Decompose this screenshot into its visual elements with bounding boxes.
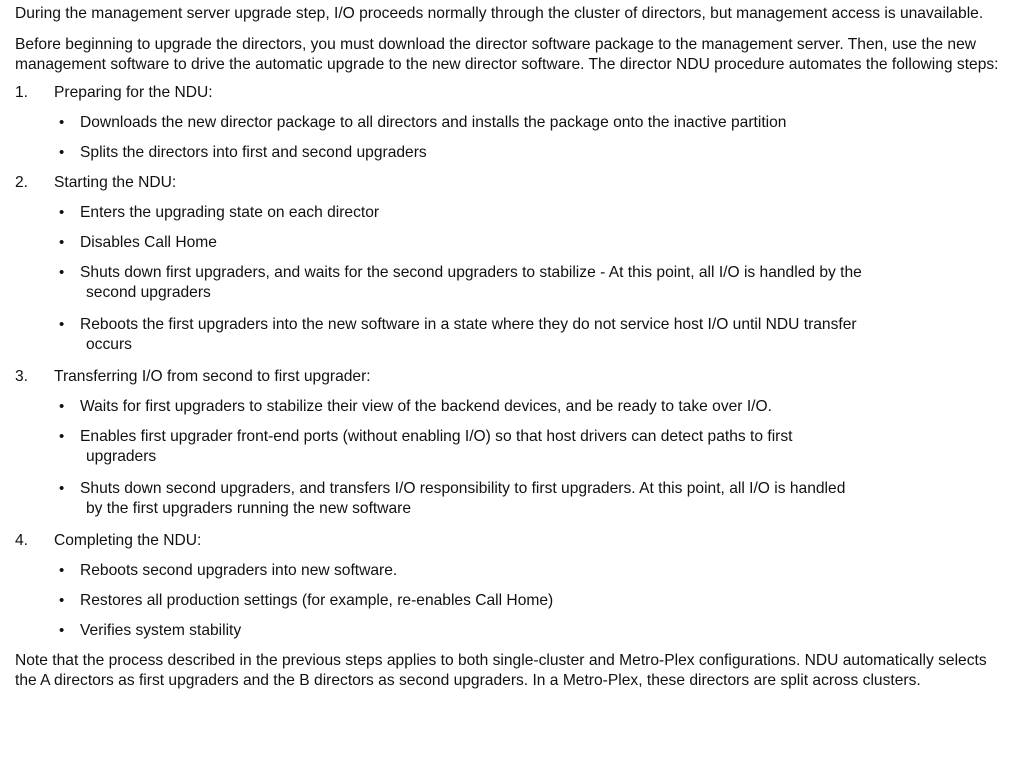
bullet-icon: • (59, 398, 65, 415)
bullet-text: Shuts down second upgraders, and transfers I/O responsibility to first upgraders. At this point, all I/O is handled (80, 480, 846, 497)
list-item (15, 479, 1005, 519)
step-number: 3. (15, 368, 29, 385)
bullet-text: Enters the upgrading state on each director (80, 204, 380, 221)
step-heading (15, 173, 1005, 193)
bullet-text: Waits for first upgraders to stabilize their view of the backend devices, and be ready to take over I/O. (80, 398, 772, 415)
step-heading (15, 531, 1005, 551)
bullet-icon: • (59, 114, 65, 131)
list-item (15, 203, 1005, 223)
step-title: Preparing for the NDU: (54, 84, 213, 101)
bullet-text-continued: second upgraders (86, 284, 211, 301)
ndu-steps-list (15, 83, 1005, 641)
bullet-text-continued: by the first upgraders running the new software (86, 500, 412, 517)
step-heading (15, 367, 1005, 387)
list-item (15, 263, 1005, 303)
bullet-icon: • (59, 622, 65, 639)
list-item (15, 427, 1005, 467)
bullet-icon: • (59, 316, 65, 333)
list-item (15, 113, 1005, 133)
bullet-text: Downloads the new director package to all directors and installs the package onto the inactive partition (80, 114, 787, 131)
step-4 (15, 531, 1005, 641)
list-item (15, 143, 1005, 163)
document-body (15, 0, 1005, 691)
bullet-text: Splits the directors into first and second upgraders (80, 144, 427, 161)
step-title: Starting the NDU: (54, 174, 177, 191)
list-item (15, 315, 1005, 355)
list-item (15, 233, 1005, 253)
step-title: Completing the NDU: (54, 532, 202, 549)
bullet-icon: • (59, 234, 65, 251)
step-heading (15, 83, 1005, 103)
step-bullets (15, 397, 1005, 519)
bullet-icon: • (59, 562, 65, 579)
bullet-icon: • (59, 480, 65, 497)
bullet-text: Verifies system stability (80, 622, 242, 639)
list-item (15, 591, 1005, 611)
bullet-text-continued: occurs (86, 336, 132, 353)
step-number: 1. (15, 84, 29, 101)
step-title: Transferring I/O from second to first upgrader: (54, 368, 371, 385)
step-1 (15, 83, 1005, 163)
before-paragraph: Before beginning to upgrade the directors, you must download the director software package to the management server. Then, use the new management software to drive the automatic upgrade to the new director software. The director NDU procedure automates the following steps: (15, 36, 999, 73)
intro-paragraph: During the management server upgrade step, I/O proceeds normally through the cluster of directors, but management access is unavailable. (15, 5, 984, 22)
bullet-text: Enables first upgrader front-end ports (without enabling I/O) so that host drivers can detect paths to first (80, 428, 793, 445)
step-3 (15, 367, 1005, 519)
note-paragraph: Note that the process described in the previous steps applies to both single-cluster and Metro-Plex configurations. NDU automatically selects the A directors as first upgraders and the B directors as second upgraders. In a Metro-Plex, these directors are split across clusters. (15, 652, 987, 689)
step-bullets (15, 203, 1005, 355)
list-item (15, 561, 1005, 581)
step-2 (15, 173, 1005, 355)
step-bullets (15, 561, 1005, 641)
bullet-icon: • (59, 592, 65, 609)
bullet-text: Reboots second upgraders into new software. (80, 562, 398, 579)
bullet-text: Reboots the first upgraders into the new software in a state where they do not service host I/O until NDU transfer (80, 316, 857, 333)
list-item (15, 397, 1005, 417)
bullet-icon: • (59, 144, 65, 161)
bullet-icon: • (59, 428, 65, 445)
list-item (15, 621, 1005, 641)
bullet-icon: • (59, 204, 65, 221)
step-number: 2. (15, 174, 29, 191)
bullet-text-continued: upgraders (86, 448, 157, 465)
bullet-icon: • (59, 264, 65, 281)
step-bullets (15, 113, 1005, 163)
bullet-text: Disables Call Home (80, 234, 217, 251)
step-number: 4. (15, 532, 29, 549)
bullet-text: Shuts down first upgraders, and waits for the second upgraders to stabilize - At this point, all I/O is handled by the (80, 264, 862, 281)
bullet-text: Restores all production settings (for example, re-enables Call Home) (80, 592, 554, 609)
